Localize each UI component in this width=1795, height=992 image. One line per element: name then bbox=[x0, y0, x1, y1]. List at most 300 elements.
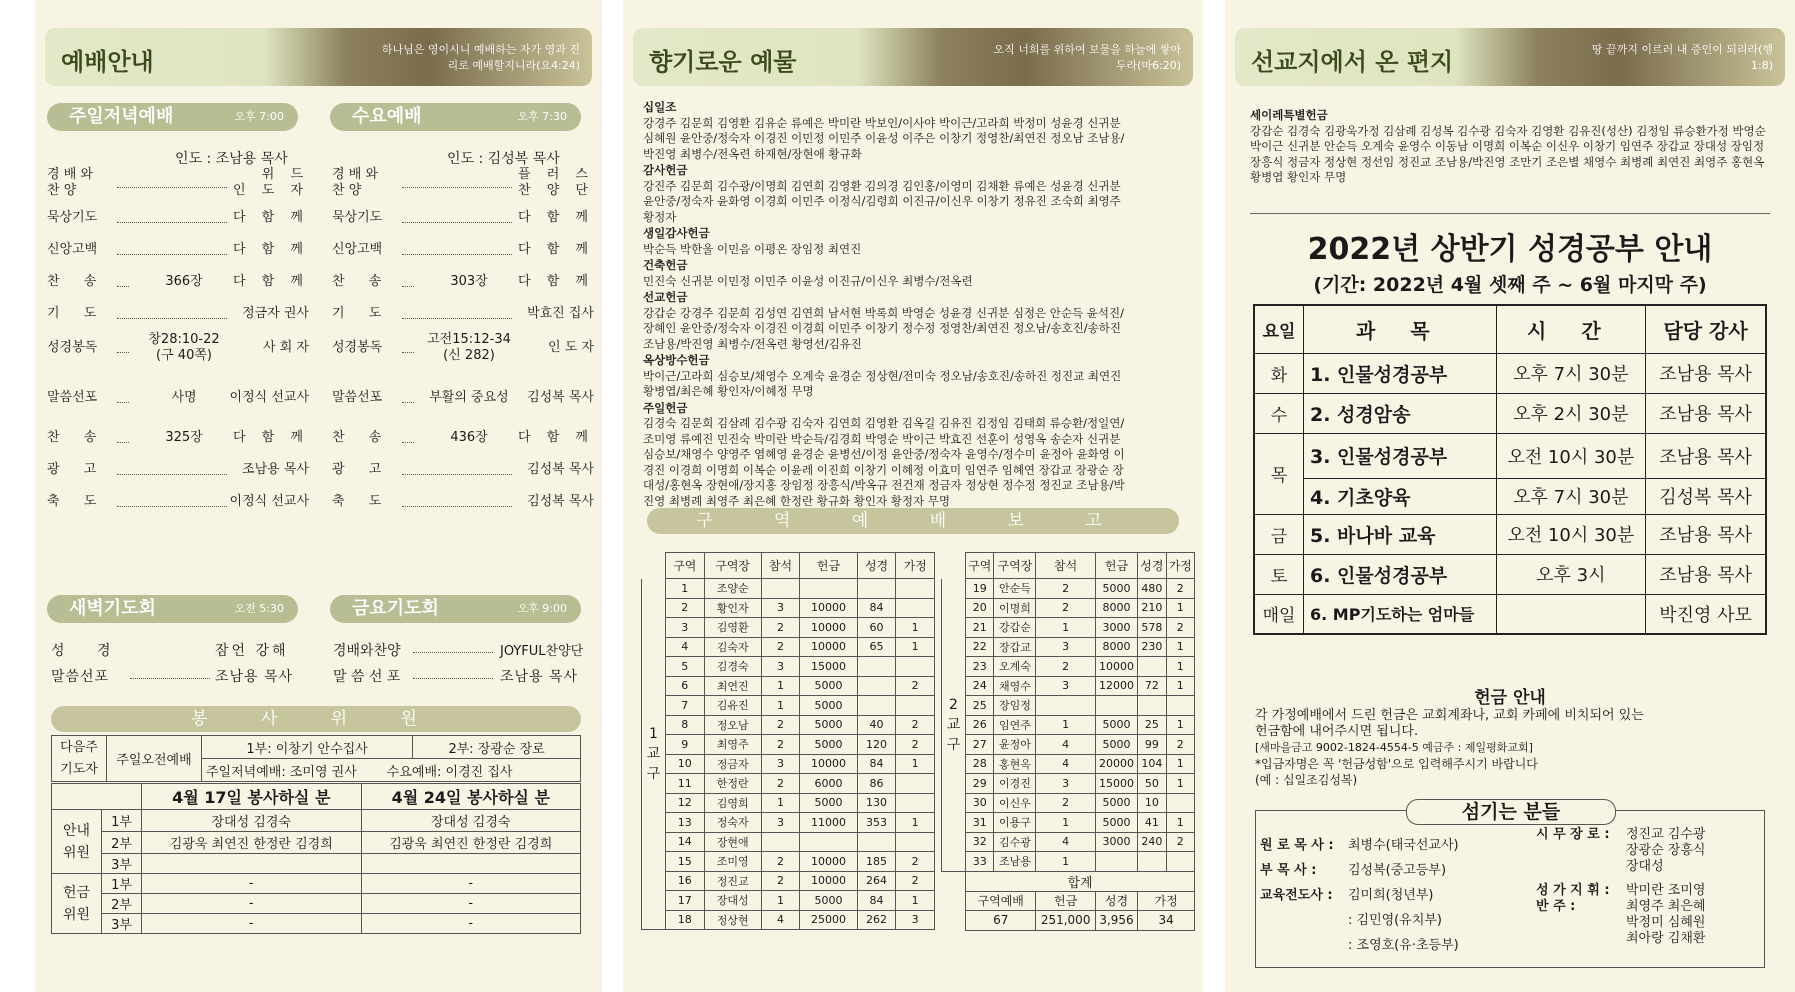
dawn-label: 말씀선포 bbox=[51, 669, 110, 685]
study-day: 화 bbox=[1254, 353, 1303, 393]
cell: 3 bbox=[896, 910, 935, 930]
cell: 10000 bbox=[800, 637, 857, 657]
cell: 27 bbox=[966, 735, 994, 755]
order-person: 다 함 께 bbox=[512, 210, 594, 226]
cell: 1 bbox=[761, 793, 800, 813]
district-table-left bbox=[641, 552, 935, 930]
study-time: 오후 2시 30분 bbox=[1496, 393, 1646, 433]
study-header: 담당 강사 bbox=[1646, 305, 1766, 353]
prayer-1st: 1부: 이창기 안수집사 bbox=[202, 736, 413, 759]
cell bbox=[896, 657, 935, 677]
study-day: 목 bbox=[1254, 433, 1303, 514]
cell: 홍현옥 bbox=[994, 754, 1036, 774]
guide-24-1: 장대성 김경숙 bbox=[361, 810, 581, 832]
cell: 14 bbox=[666, 832, 705, 852]
column-header: 참석 bbox=[761, 553, 800, 579]
cell bbox=[896, 579, 935, 599]
offering-type: 건축헌금 bbox=[643, 258, 688, 272]
offering-guide bbox=[1255, 708, 1775, 788]
order-person: 정금자 권사 bbox=[227, 306, 309, 322]
table-row bbox=[642, 696, 935, 716]
study-teacher: 조남용 목사 bbox=[1646, 433, 1766, 478]
cell: 6 bbox=[666, 676, 705, 696]
cell: 조남용 bbox=[994, 852, 1036, 872]
order-item: 325장 bbox=[129, 430, 239, 446]
cell: 오계숙 bbox=[994, 657, 1036, 677]
order-person: 인 도 자 bbox=[512, 340, 594, 356]
cell: 17 bbox=[666, 891, 705, 911]
order-label: 축 도 bbox=[47, 494, 107, 509]
cell: 240 bbox=[1138, 832, 1166, 852]
cell: 윤정아 bbox=[994, 735, 1036, 755]
cell: 22 bbox=[966, 637, 994, 657]
cell: 2 bbox=[1036, 793, 1095, 813]
panel-title: 선교지에서 온 편지 bbox=[1251, 48, 1454, 76]
study-row bbox=[1254, 433, 1766, 478]
cell: 임연주 bbox=[994, 715, 1036, 735]
offering-list bbox=[643, 100, 1133, 510]
offering-group bbox=[643, 226, 1133, 257]
order-label: 찬 송 bbox=[47, 274, 107, 289]
cell bbox=[1166, 696, 1194, 716]
cell: 2 bbox=[1036, 657, 1095, 677]
mission-header bbox=[1235, 28, 1785, 86]
dawn-value: 잠언 강해 bbox=[215, 643, 289, 659]
offering-header bbox=[633, 28, 1193, 86]
cell: 황인자 bbox=[704, 598, 761, 618]
cell: 1 bbox=[761, 676, 800, 696]
order-label: 축 도 bbox=[332, 494, 392, 509]
cell: 480 bbox=[1138, 579, 1166, 599]
blank bbox=[942, 911, 966, 931]
study-course: 2. 성경암송 bbox=[1303, 393, 1496, 433]
cell: 4 bbox=[761, 910, 800, 930]
table-row bbox=[942, 735, 1195, 755]
table-row bbox=[942, 676, 1195, 696]
table-row bbox=[942, 696, 1195, 716]
sum-header: 헌금 bbox=[1036, 891, 1095, 911]
person: 최병수(태국선교사) bbox=[1348, 838, 1459, 853]
role: 부 목 사 : bbox=[1260, 863, 1317, 878]
offering-group bbox=[643, 258, 1133, 289]
cell: 12 bbox=[666, 793, 705, 813]
cell: 33 bbox=[966, 852, 994, 872]
friday-label: 말 씀 선 포 bbox=[333, 669, 401, 685]
divider bbox=[1250, 213, 1770, 214]
order-person: 위 드 인 도 자 bbox=[227, 167, 309, 199]
cell: 1 bbox=[896, 637, 935, 657]
service-time: 오전 5:30 bbox=[234, 602, 284, 615]
sum-header: 가정 bbox=[1138, 891, 1195, 911]
order-label: 기 도 bbox=[47, 306, 107, 321]
district-report-bar: 구 역 예 배 보 고 bbox=[647, 508, 1179, 534]
order-label: 말씀선포 bbox=[47, 390, 98, 405]
column-header: 가정 bbox=[896, 553, 935, 579]
friday-prayer-pill bbox=[330, 595, 581, 623]
cell: 130 bbox=[857, 793, 896, 813]
cell: 5000 bbox=[1095, 735, 1137, 755]
cell: 5000 bbox=[1095, 793, 1137, 813]
cell bbox=[1095, 696, 1137, 716]
offer-line: *입금자명은 꼭 '헌금성함'으로 입력해주시기 바랍니다 bbox=[1255, 757, 1538, 771]
order-item: 303장 bbox=[414, 274, 524, 290]
cell: 강갑순 bbox=[994, 618, 1036, 638]
cell: 185 bbox=[857, 852, 896, 872]
study-row bbox=[1254, 478, 1766, 514]
cell: 5000 bbox=[800, 676, 857, 696]
order-label: 묵상기도 bbox=[332, 210, 383, 225]
order-label: 신앙고백 bbox=[332, 242, 383, 257]
volunteer-table bbox=[51, 783, 581, 934]
cell bbox=[800, 832, 857, 852]
special-offering-names: 강갑순 김경숙 김광욱가정 김삼례 김성복 김수광 김숙자 김영환 김유진(성산) 김정임 류승환가정 박영순 박이근 신귀분 안순득 오계숙 윤영수 이동남 이명희 이복순 이신우 이창기 임연주 장갑교 장대성 장임정 장흥식 정금자 정상현 정선임 정진교 조남용/박진영 조만기 조은별 채영수 최병례 최연진 최영주 홍현옥 황병엽 황인자 무명 bbox=[1250, 123, 1766, 184]
cell: 2 bbox=[1166, 618, 1194, 638]
study-time: 오후 7시 30분 bbox=[1496, 353, 1646, 393]
cell bbox=[857, 676, 896, 696]
cell: 84 bbox=[857, 598, 896, 618]
study-row bbox=[1254, 514, 1766, 554]
cell: 5000 bbox=[800, 715, 857, 735]
servants-left bbox=[1260, 833, 1459, 958]
cell: 10000 bbox=[1095, 657, 1137, 677]
cell: 25 bbox=[1138, 715, 1166, 735]
offering-17-3: - bbox=[142, 914, 362, 934]
service-time: 오후 9:00 bbox=[517, 602, 567, 615]
table-row bbox=[642, 891, 935, 911]
sum-value: 67 bbox=[966, 911, 1036, 931]
date-24: 4월 24일 봉사하실 분 bbox=[361, 784, 581, 810]
study-teacher: 조남용 목사 bbox=[1646, 393, 1766, 433]
cell bbox=[800, 579, 857, 599]
cell: 1 bbox=[1166, 637, 1194, 657]
order-person: 다 함 께 bbox=[227, 242, 309, 258]
cell: 정오남 bbox=[704, 715, 761, 735]
role: 성 가 지 휘 : bbox=[1536, 883, 1610, 898]
order-person: 김성복 목사 bbox=[512, 462, 594, 478]
sum-value: 34 bbox=[1138, 911, 1195, 931]
district-table-right bbox=[941, 552, 1195, 931]
offer-line: [새마을금고 9002-1824-4554-5 예금주 : 제일평화교회] bbox=[1255, 741, 1533, 754]
person: 최영주 최은혜 bbox=[1626, 899, 1706, 914]
mission-panel bbox=[1225, 0, 1795, 992]
table-row bbox=[642, 852, 935, 872]
cell bbox=[761, 579, 800, 599]
cell bbox=[896, 696, 935, 716]
study-time: 오전 10시 30분 bbox=[1496, 433, 1646, 478]
cell: 김경숙 bbox=[704, 657, 761, 677]
offering-type: 십일조 bbox=[643, 100, 677, 114]
date-17: 4월 17일 봉사하실 분 bbox=[142, 784, 362, 810]
table-row bbox=[642, 637, 935, 657]
person: 박정미 심혜원 bbox=[1626, 915, 1706, 930]
column-header: 구역장 bbox=[994, 553, 1036, 579]
order-label: 말씀선포 bbox=[332, 390, 383, 405]
order-person: 다 함 께 bbox=[512, 430, 594, 446]
part-2: 2부 bbox=[102, 894, 142, 914]
table-row bbox=[642, 676, 935, 696]
study-day: 금 bbox=[1254, 514, 1303, 554]
cell: 2 bbox=[1036, 579, 1095, 599]
section-title: 금요기도회 bbox=[352, 598, 439, 619]
person: : 김민영(유치부) bbox=[1348, 913, 1443, 928]
servants-title: 섬기는 분들 bbox=[1406, 799, 1616, 825]
offering-24-2: - bbox=[361, 894, 581, 914]
cell: 3 bbox=[1036, 774, 1095, 794]
study-time bbox=[1496, 594, 1646, 634]
order-label: 신앙고백 bbox=[47, 242, 98, 257]
cell: 장대성 bbox=[704, 891, 761, 911]
table-row bbox=[642, 832, 935, 852]
cell: 3000 bbox=[1095, 832, 1137, 852]
offer-line: (예 : 십일조김성복) bbox=[1255, 773, 1358, 787]
cell: 72 bbox=[1138, 676, 1166, 696]
table-row bbox=[942, 852, 1195, 872]
table-row bbox=[642, 598, 935, 618]
order-label: 광 고 bbox=[47, 462, 107, 477]
cell bbox=[1138, 696, 1166, 716]
service-committee-bar: 봉 사 위 원 bbox=[51, 706, 581, 732]
study-time: 오후 7시 30분 bbox=[1496, 478, 1646, 514]
part-3: 3부 bbox=[102, 914, 142, 934]
friday-value: 조남용 목사 bbox=[500, 669, 579, 685]
cell: 2 bbox=[1036, 598, 1095, 618]
order-person: 다 함 께 bbox=[227, 210, 309, 226]
study-header: 시 간 bbox=[1496, 305, 1646, 353]
table-row bbox=[642, 774, 935, 794]
cell: 1 bbox=[1166, 774, 1194, 794]
role: 반 주 : bbox=[1536, 899, 1576, 914]
table-row bbox=[642, 754, 935, 774]
offer-line: 헌금함에 내어주시면 됩니다. bbox=[1255, 724, 1419, 739]
dots bbox=[413, 678, 493, 679]
cell: 210 bbox=[1138, 598, 1166, 618]
table-row bbox=[942, 715, 1195, 735]
sum-value: 3,956 bbox=[1095, 911, 1137, 931]
cell: 6000 bbox=[800, 774, 857, 794]
cell: 40 bbox=[857, 715, 896, 735]
sum-header: 성경 bbox=[1095, 891, 1137, 911]
section-title: 주일저녁예배 bbox=[69, 106, 174, 127]
sunday-evening-pill bbox=[47, 103, 298, 131]
cell: 7 bbox=[666, 696, 705, 716]
cell: 채영수 bbox=[994, 676, 1036, 696]
cell: 1 bbox=[1166, 754, 1194, 774]
cell: 104 bbox=[1138, 754, 1166, 774]
order-person: 플 러 스 찬 양 단 bbox=[512, 167, 594, 199]
cell: 15000 bbox=[800, 657, 857, 677]
offering-names: 박순득 박한울 이민음 이평온 장임정 최연진 bbox=[643, 241, 862, 256]
cell: 이용구 bbox=[994, 813, 1036, 833]
cell: 1 bbox=[896, 618, 935, 638]
study-teacher: 조남용 목사 bbox=[1646, 353, 1766, 393]
cell: 2 bbox=[896, 735, 935, 755]
cell: 이명희 bbox=[994, 598, 1036, 618]
cell: 12000 bbox=[1095, 676, 1137, 696]
cell: 2 bbox=[761, 715, 800, 735]
cell: 10000 bbox=[800, 618, 857, 638]
cell: 11 bbox=[666, 774, 705, 794]
order-person: 다 함 께 bbox=[227, 274, 309, 290]
cell: 60 bbox=[857, 618, 896, 638]
cell: 2 bbox=[1166, 735, 1194, 755]
cell: 김숙자 bbox=[704, 637, 761, 657]
service-time: 오후 7:30 bbox=[517, 110, 567, 123]
cell: 1 bbox=[1036, 618, 1095, 638]
study-row bbox=[1254, 594, 1766, 634]
table-row bbox=[942, 598, 1195, 618]
service-committee-table bbox=[51, 735, 581, 782]
cell bbox=[1166, 852, 1194, 872]
wednesday-leader: 인도 : 김성복 목사 bbox=[447, 151, 560, 167]
cell: 최연진 bbox=[704, 676, 761, 696]
cell: 최영주 bbox=[704, 735, 761, 755]
wednesday-pill bbox=[330, 103, 581, 131]
servants-right bbox=[1536, 827, 1705, 947]
study-header: 요일 bbox=[1254, 305, 1303, 353]
offering-names: 강갑순 강경주 김문희 김성연 김연희 남서현 박록희 박영순 성윤경 신귀분 심정은 안순득 윤석진/장혜인 윤안중/정숙자 이경진 이경희 이민주 이창기 정수정 정영찬/최연진 정오남/송호진/송하진 조남용/박진영 최병수/전옥련 황영선/김유진 bbox=[643, 305, 1124, 351]
study-course: 4. 기초양육 bbox=[1303, 478, 1496, 514]
cell: 2 bbox=[666, 598, 705, 618]
cell: 10000 bbox=[800, 852, 857, 872]
cell: 31 bbox=[966, 813, 994, 833]
offering-names: 박이근/고라희 심승보/채영수 오계숙 윤경순 정상현/전미숙 정오남/송호진/송하진 정진교 최연진 황병엽/최은혜 황인자/이혜정 무명 bbox=[643, 368, 1122, 398]
table-row bbox=[642, 579, 935, 599]
cell: 5000 bbox=[800, 696, 857, 716]
cell: 1 bbox=[761, 891, 800, 911]
group-col bbox=[642, 553, 666, 579]
column-header: 헌금 bbox=[800, 553, 857, 579]
district-group: 2 교 구 bbox=[942, 579, 966, 872]
order-label: 광 고 bbox=[332, 462, 392, 477]
offering-panel bbox=[623, 0, 1203, 992]
cell: 2 bbox=[761, 852, 800, 872]
blank bbox=[942, 891, 966, 911]
cell: 김영환 bbox=[704, 618, 761, 638]
offering-type: 감사헌금 bbox=[643, 163, 688, 177]
part-2: 2부 bbox=[102, 832, 142, 854]
cell: 25 bbox=[966, 696, 994, 716]
table-row bbox=[942, 754, 1195, 774]
cell bbox=[761, 832, 800, 852]
cell: 8000 bbox=[1095, 598, 1137, 618]
cell bbox=[857, 579, 896, 599]
cell: 41 bbox=[1138, 813, 1166, 833]
column-header: 성경 bbox=[857, 553, 896, 579]
cell: 1 bbox=[1036, 852, 1095, 872]
study-course: 1. 인물성경공부 bbox=[1303, 353, 1496, 393]
study-course: 6. 인물성경공부 bbox=[1303, 554, 1496, 594]
cell: 20000 bbox=[1095, 754, 1137, 774]
table-row bbox=[942, 579, 1195, 599]
cell: 5000 bbox=[1095, 715, 1137, 735]
cell bbox=[1095, 852, 1137, 872]
offering-type: 선교헌금 bbox=[643, 290, 688, 304]
study-header: 과 목 bbox=[1303, 305, 1496, 353]
dawn-label: 성 경 bbox=[51, 643, 125, 659]
column-header: 구역 bbox=[666, 553, 705, 579]
order-person: 다 함 께 bbox=[512, 274, 594, 290]
cell bbox=[857, 832, 896, 852]
cell: 65 bbox=[857, 637, 896, 657]
offering-type: 생일감사헌금 bbox=[643, 226, 710, 240]
sum-title: 합계 bbox=[966, 871, 1195, 891]
cell: 10 bbox=[666, 754, 705, 774]
cell: 3 bbox=[1036, 637, 1095, 657]
table-row bbox=[642, 715, 935, 735]
cell bbox=[1036, 696, 1095, 716]
service-time: 오후 7:00 bbox=[234, 110, 284, 123]
cell: 5000 bbox=[1095, 813, 1137, 833]
offering-group bbox=[643, 100, 1133, 162]
header-verse: 땅 끝까지 이르러 내 증인이 되리라(행1:8) bbox=[1591, 43, 1773, 72]
order-label: 성경봉독 bbox=[332, 340, 383, 355]
cell: 50 bbox=[1138, 774, 1166, 794]
cell: 28 bbox=[966, 754, 994, 774]
study-teacher: 조남용 목사 bbox=[1646, 554, 1766, 594]
friday-label: 경배와찬양 bbox=[333, 643, 401, 659]
dots bbox=[413, 652, 493, 653]
cell bbox=[1138, 852, 1166, 872]
offering-names: 강진주 김문희 김수광/이명희 김연희 김영환 김의경 김인홍/이영미 김채환 류예은 성윤경 신귀분 윤안중/정숙자 윤화영 이경희 이민주 이정식/김령희 이진규/이신우 이창기 정유진 조숙희 최영주 황정자 bbox=[643, 178, 1121, 224]
cell: 84 bbox=[857, 754, 896, 774]
person: 박미란 조미영 bbox=[1626, 883, 1706, 898]
cell: 5000 bbox=[800, 891, 857, 911]
offering-type: 주일헌금 bbox=[643, 400, 688, 415]
study-teacher: 김성복 목사 bbox=[1646, 478, 1766, 514]
guide-17-2: 김광욱 최연진 한정란 김경희 bbox=[142, 832, 362, 854]
cell: 3 bbox=[761, 657, 800, 677]
cell: 3 bbox=[761, 598, 800, 618]
group-col bbox=[942, 553, 966, 579]
special-offering bbox=[1250, 108, 1770, 186]
order-item: 366장 bbox=[129, 274, 239, 290]
order-item: 고전15:12-34 (신 282) bbox=[414, 332, 524, 364]
cell: 2 bbox=[896, 676, 935, 696]
cell: 15 bbox=[666, 852, 705, 872]
offering-type: 옥상방수헌금 bbox=[643, 353, 710, 367]
offering-17-1: - bbox=[142, 874, 362, 894]
cell: 8 bbox=[666, 715, 705, 735]
cell: 2 bbox=[896, 852, 935, 872]
table-row bbox=[942, 793, 1195, 813]
column-header: 구역장 bbox=[704, 553, 761, 579]
cell bbox=[896, 793, 935, 813]
header-verse: 하나님은 영이시니 예배하는 자가 영과 진리로 예배할지니라(요4:24) bbox=[381, 43, 580, 72]
cell: 조미영 bbox=[704, 852, 761, 872]
order-label: 경 배 와 찬 양 bbox=[47, 167, 93, 198]
order-item: 사명 bbox=[129, 390, 239, 406]
order-person: 김성복 목사 bbox=[512, 494, 594, 510]
prayer-wednesday: 수요예배: 이경진 집사 bbox=[386, 764, 513, 780]
table-row bbox=[942, 618, 1195, 638]
cell: 1 bbox=[1166, 715, 1194, 735]
table-row bbox=[942, 813, 1195, 833]
person: : 조영호(유·초등부) bbox=[1348, 938, 1459, 953]
cell: 21 bbox=[966, 618, 994, 638]
cell: 김유진 bbox=[704, 696, 761, 716]
cell: 23 bbox=[966, 657, 994, 677]
study-day: 토 bbox=[1254, 554, 1303, 594]
order-person: 다 함 께 bbox=[512, 242, 594, 258]
order-person: 김성복 목사 bbox=[512, 390, 594, 406]
cell bbox=[896, 832, 935, 852]
cell: 13 bbox=[666, 813, 705, 833]
study-row bbox=[1254, 393, 1766, 433]
cell: 24 bbox=[966, 676, 994, 696]
cell: 264 bbox=[857, 871, 896, 891]
cell: 3 bbox=[761, 754, 800, 774]
order-person: 이정식 선교사 bbox=[227, 494, 309, 510]
